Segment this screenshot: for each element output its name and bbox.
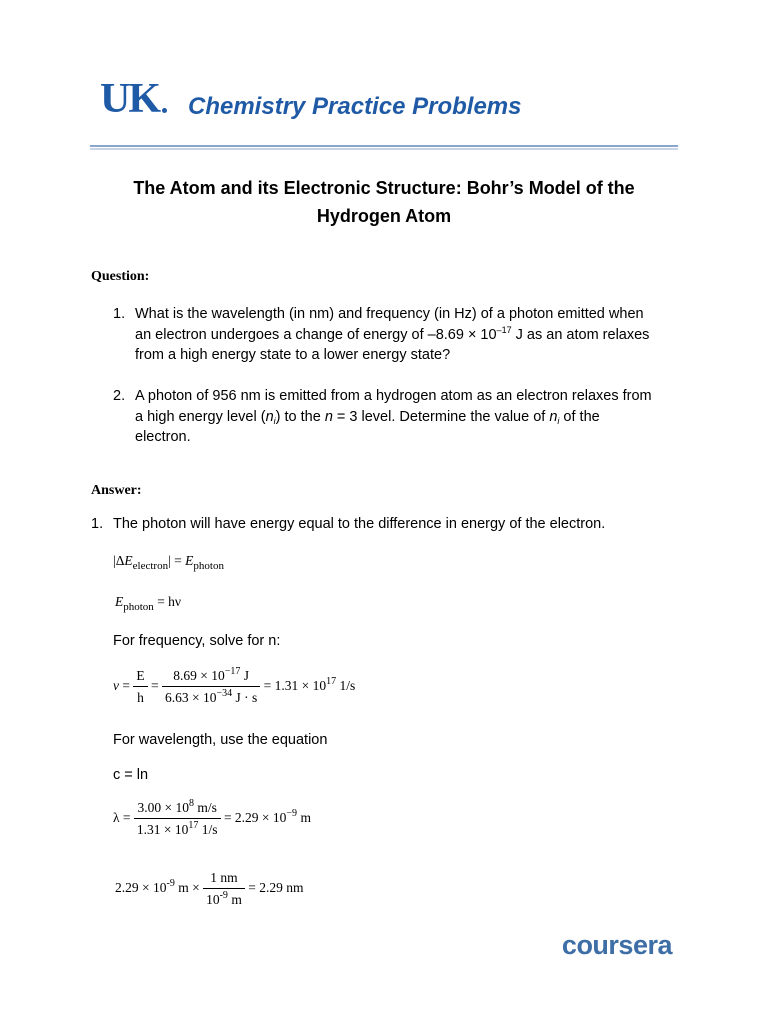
answer-1-number: 1. [91, 516, 104, 532]
logo-dot [162, 108, 167, 113]
eq5-den-exp: 17 [188, 820, 199, 831]
eq1-delta: Δ [115, 553, 125, 568]
eq6-rhs: = 2.29 nm [244, 880, 304, 896]
eq3-num-unit: J [240, 668, 250, 683]
eq3-nu: ν [113, 678, 119, 694]
question-1-number: 1. [113, 306, 126, 322]
uk-logo [100, 76, 173, 122]
eq5-rhs-exp: −9 [286, 808, 298, 820]
eq3-den-exp: −34 [216, 688, 233, 699]
q2-i2: i [557, 415, 560, 426]
equation-wavelength [113, 800, 311, 838]
question-2-number: 2. [113, 388, 126, 404]
eq3-frac-e-over-h [133, 668, 147, 706]
eq3-frac2-den [162, 686, 260, 706]
eq1-sub-photon: photon [193, 560, 224, 572]
equation-c-ln: c = ln [113, 767, 149, 783]
answer-label: Answer: [91, 483, 142, 498]
wavelength-instruction: For wavelength, use the equation [113, 732, 328, 748]
eq3-frac-values [162, 668, 260, 706]
eq5-den-unit: 1/s [198, 822, 218, 837]
q2-seg-d: of the [559, 408, 600, 425]
q2-n: n [265, 408, 274, 425]
uk-logo-text: UK [100, 76, 159, 122]
document-title [80, 174, 688, 230]
question-1-line2 [135, 325, 695, 346]
header-rule [90, 145, 678, 147]
eq3-rhs-exp: 17 [326, 676, 337, 688]
question-1-line1: What is the wavelength (in nm) and frequency (in Hz) of a photon emitted when [135, 306, 644, 322]
eq6-lhs-unit: m × [174, 880, 204, 896]
question-2-line3: electron. [135, 429, 191, 445]
header-rule-shadow [90, 148, 678, 150]
eq6-lhs-exp: -9 [166, 878, 175, 890]
eq2-e: E [115, 594, 124, 609]
question-2-line1: A photon of 956 nm is emitted from a hydrogen atom as an electron relaxes from [135, 388, 652, 404]
eq5-frac-den [134, 818, 221, 838]
eq5-frac-num [134, 800, 221, 818]
eq3-rhs-unit: 1/s [336, 678, 356, 694]
eq6-den-exp: -9 [219, 890, 228, 901]
eq6-den-base: 10 [206, 892, 220, 907]
eq3-equals2: = [147, 678, 162, 694]
eq1-bar-left: | [113, 553, 116, 568]
question-2-line2 [135, 407, 695, 428]
eq3-den-mantissa: 6.63 × 10 [165, 690, 217, 705]
frequency-instruction: For frequency, solve for n: [113, 633, 281, 649]
eq3-frac2-num [162, 668, 260, 686]
eq6-frac-den [203, 888, 245, 908]
eq5-den-mantissa: 1.31 × 10 [136, 822, 189, 837]
eq5-rhs: = 2.29 × 10 [220, 810, 287, 826]
eq6-frac [203, 870, 245, 908]
eq5-num-unit: m/s [194, 800, 217, 815]
question-2-text [135, 386, 695, 448]
eq5-num-exp: 8 [189, 798, 195, 809]
eq1-bar-right: | [168, 553, 171, 568]
q2-n-level: n [324, 408, 333, 425]
q2-n2: n [549, 408, 558, 425]
eq1-e: E [124, 553, 133, 568]
question-label: Question: [91, 269, 150, 284]
eq6-lhs: 2.29 × 10 [115, 880, 167, 896]
eq3-frac1-num: E [136, 668, 145, 683]
answer-1-intro: The photon will have energy equal to the difference in energy of the electron. [113, 516, 606, 532]
q2-i: i [273, 415, 276, 426]
eq3-num-mantissa: 8.69 × 10 [173, 668, 225, 683]
equation-energy-balance [113, 553, 224, 572]
q2-seg-b: ) to the [275, 408, 325, 425]
eq3-num-exp: −17 [224, 666, 241, 677]
eq6-frac-num: 1 nm [210, 870, 238, 885]
eq3-rhs: = 1.31 × 10 [260, 678, 327, 694]
question-1-line3: from a high energy state to a lower energy state? [135, 347, 451, 363]
eq3-equals1: = [119, 678, 134, 694]
question-1-exponent: –17 [496, 324, 512, 335]
q2-seg-c: = 3 level. Determine the value of [332, 408, 550, 425]
equation-frequency [113, 668, 355, 706]
eq3-frac1-den: h [133, 686, 147, 706]
q2-seg-a: a high energy level ( [135, 408, 266, 425]
header-title: Chemistry Practice Problems [188, 93, 522, 120]
eq2-rhs: = hν [153, 594, 182, 609]
eq5-num-mantissa: 3.00 × 10 [137, 800, 190, 815]
eq3-den-unit: J · s [232, 690, 258, 705]
eq5-lambda: λ = [113, 810, 134, 826]
question-1-line2-post: J as an atom relaxes [511, 326, 650, 343]
eq5-frac [134, 800, 221, 838]
question-1-line2-pre: an electron undergoes a change of energy of –8.69 × 10 [135, 326, 497, 343]
equation-photon-energy [115, 594, 182, 613]
equation-unit-conversion [115, 870, 303, 908]
document-title-line2: Hydrogen Atom [316, 206, 452, 226]
eq1-sub-electron: electron [132, 560, 169, 572]
eq1-equals: = [170, 553, 186, 568]
eq5-rhs-unit: m [297, 810, 311, 826]
eq2-sub-photon: photon [123, 601, 154, 613]
question-1-text [135, 304, 695, 366]
coursera-logo: coursera [561, 930, 672, 960]
eq6-den-unit: m [227, 892, 242, 907]
document-title-line1: The Atom and its Electronic Structure: Bohr’s Model of the [133, 178, 635, 198]
eq1-e2: E [185, 553, 194, 568]
